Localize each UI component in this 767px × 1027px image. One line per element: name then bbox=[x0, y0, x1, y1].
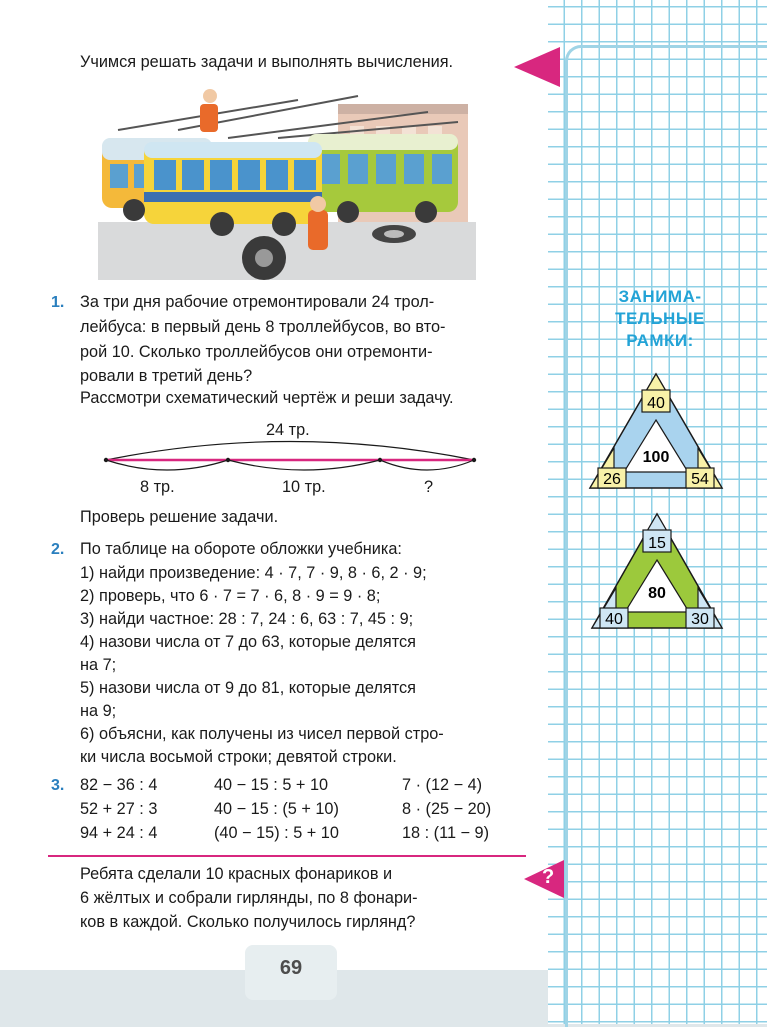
task3-expression: 8 · (25 − 20) bbox=[402, 800, 492, 818]
side-title-line: ЗАНИМА- bbox=[618, 287, 702, 306]
task3-expression: 82 − 36 : 4 bbox=[80, 776, 158, 794]
task3-expression: 52 + 27 : 3 bbox=[80, 800, 158, 818]
task-number-1: 1. bbox=[51, 294, 65, 311]
task3-expression: 40 − 15 : (5 + 10) bbox=[214, 800, 339, 818]
frame2-top-value: 15 bbox=[648, 535, 666, 552]
task1-check: Проверь решение задачи. bbox=[80, 508, 279, 526]
diagram-total-label: 24 тр. bbox=[266, 421, 310, 439]
side-title-line: ТЕЛЬНЫЕ bbox=[615, 309, 705, 328]
task2-line: 5) назови числа от 9 до 81, которые делятся bbox=[80, 679, 416, 697]
task2-line: 2) проверь, что 6 · 7 = 7 · 6, 8 · 9 = 9 · 8; bbox=[80, 587, 381, 605]
question-mark-icon: ? bbox=[542, 866, 555, 888]
diagram-part1-label: 8 тр. bbox=[140, 478, 175, 496]
side-title bbox=[600, 286, 720, 352]
header-marker-triangle bbox=[512, 45, 567, 91]
frame2-center-value: 80 bbox=[648, 585, 666, 602]
frame1-top-value: 40 bbox=[647, 395, 665, 412]
riddle-line: 6 жёлтых и собрали гирлянды, по 8 фонари- bbox=[80, 889, 418, 907]
task3-expression: 7 · (12 − 4) bbox=[402, 776, 483, 794]
riddle-line: ков в каждой. Сколько получилось гирлянд? bbox=[80, 913, 416, 931]
task1-line: рой 10. Сколько троллейбусов они отремонти- bbox=[80, 343, 433, 361]
task-number-3: 3. bbox=[51, 777, 65, 794]
task2-line: По таблице на обороте обложки учебника: bbox=[80, 540, 402, 558]
diagram-part3-label: ? bbox=[424, 478, 434, 496]
puzzle-frame-2 bbox=[590, 512, 724, 632]
riddle-divider bbox=[48, 855, 526, 857]
task3-expression: 94 + 24 : 4 bbox=[80, 824, 158, 842]
task-number-2: 2. bbox=[51, 541, 65, 558]
task1-line: Рассмотри схематический чертёж и реши задачу. bbox=[80, 389, 454, 407]
task1-line: ровали в третий день? bbox=[80, 367, 253, 385]
task1-line: За три дня рабочие отремонтировали 24 трол- bbox=[80, 293, 435, 311]
frame1-right-value: 54 bbox=[691, 471, 709, 488]
frame2-left-value: 40 bbox=[605, 611, 623, 628]
task2-line: на 7; bbox=[80, 656, 117, 674]
task2-line: ки числа восьмой строки; девятой строки. bbox=[80, 748, 397, 766]
frame2-right-value: 30 bbox=[691, 611, 709, 628]
task1-line: лейбуса: в первый день 8 троллейбусов, во вто- bbox=[80, 318, 446, 336]
task2-line: 6) объясни, как получены из чисел первой стро- bbox=[80, 725, 444, 743]
task2-line: 4) назови числа от 7 до 63, которые делятся bbox=[80, 633, 416, 651]
task2-line: на 9; bbox=[80, 702, 117, 720]
frame1-center-value: 100 bbox=[642, 449, 670, 466]
frame1-left-value: 26 bbox=[603, 471, 621, 488]
task2-line: 1) найди произведение: 4 · 7, 7 · 9, 8 · 6, 2 · 9; bbox=[80, 564, 427, 582]
task2-line: 3) найди частное: 28 : 7, 24 : 6, 63 : 7, 45 : 9; bbox=[80, 610, 414, 628]
trolleybus-illustration bbox=[98, 82, 476, 280]
riddle-line: Ребята сделали 10 красных фонариков и bbox=[80, 865, 393, 883]
task3-expression: 18 : (11 − 9) bbox=[402, 824, 490, 842]
puzzle-frame-1 bbox=[588, 372, 724, 492]
page-number: 69 bbox=[279, 957, 303, 979]
task3-expression: (40 − 15) : 5 + 10 bbox=[214, 824, 339, 842]
page-heading: Учимся решать задачи и выполнять вычисления. bbox=[80, 53, 454, 71]
diagram-part2-label: 10 тр. bbox=[282, 478, 326, 496]
task3-expression: 40 − 15 : 5 + 10 bbox=[214, 776, 329, 794]
side-title-line: РАМКИ: bbox=[626, 331, 694, 350]
